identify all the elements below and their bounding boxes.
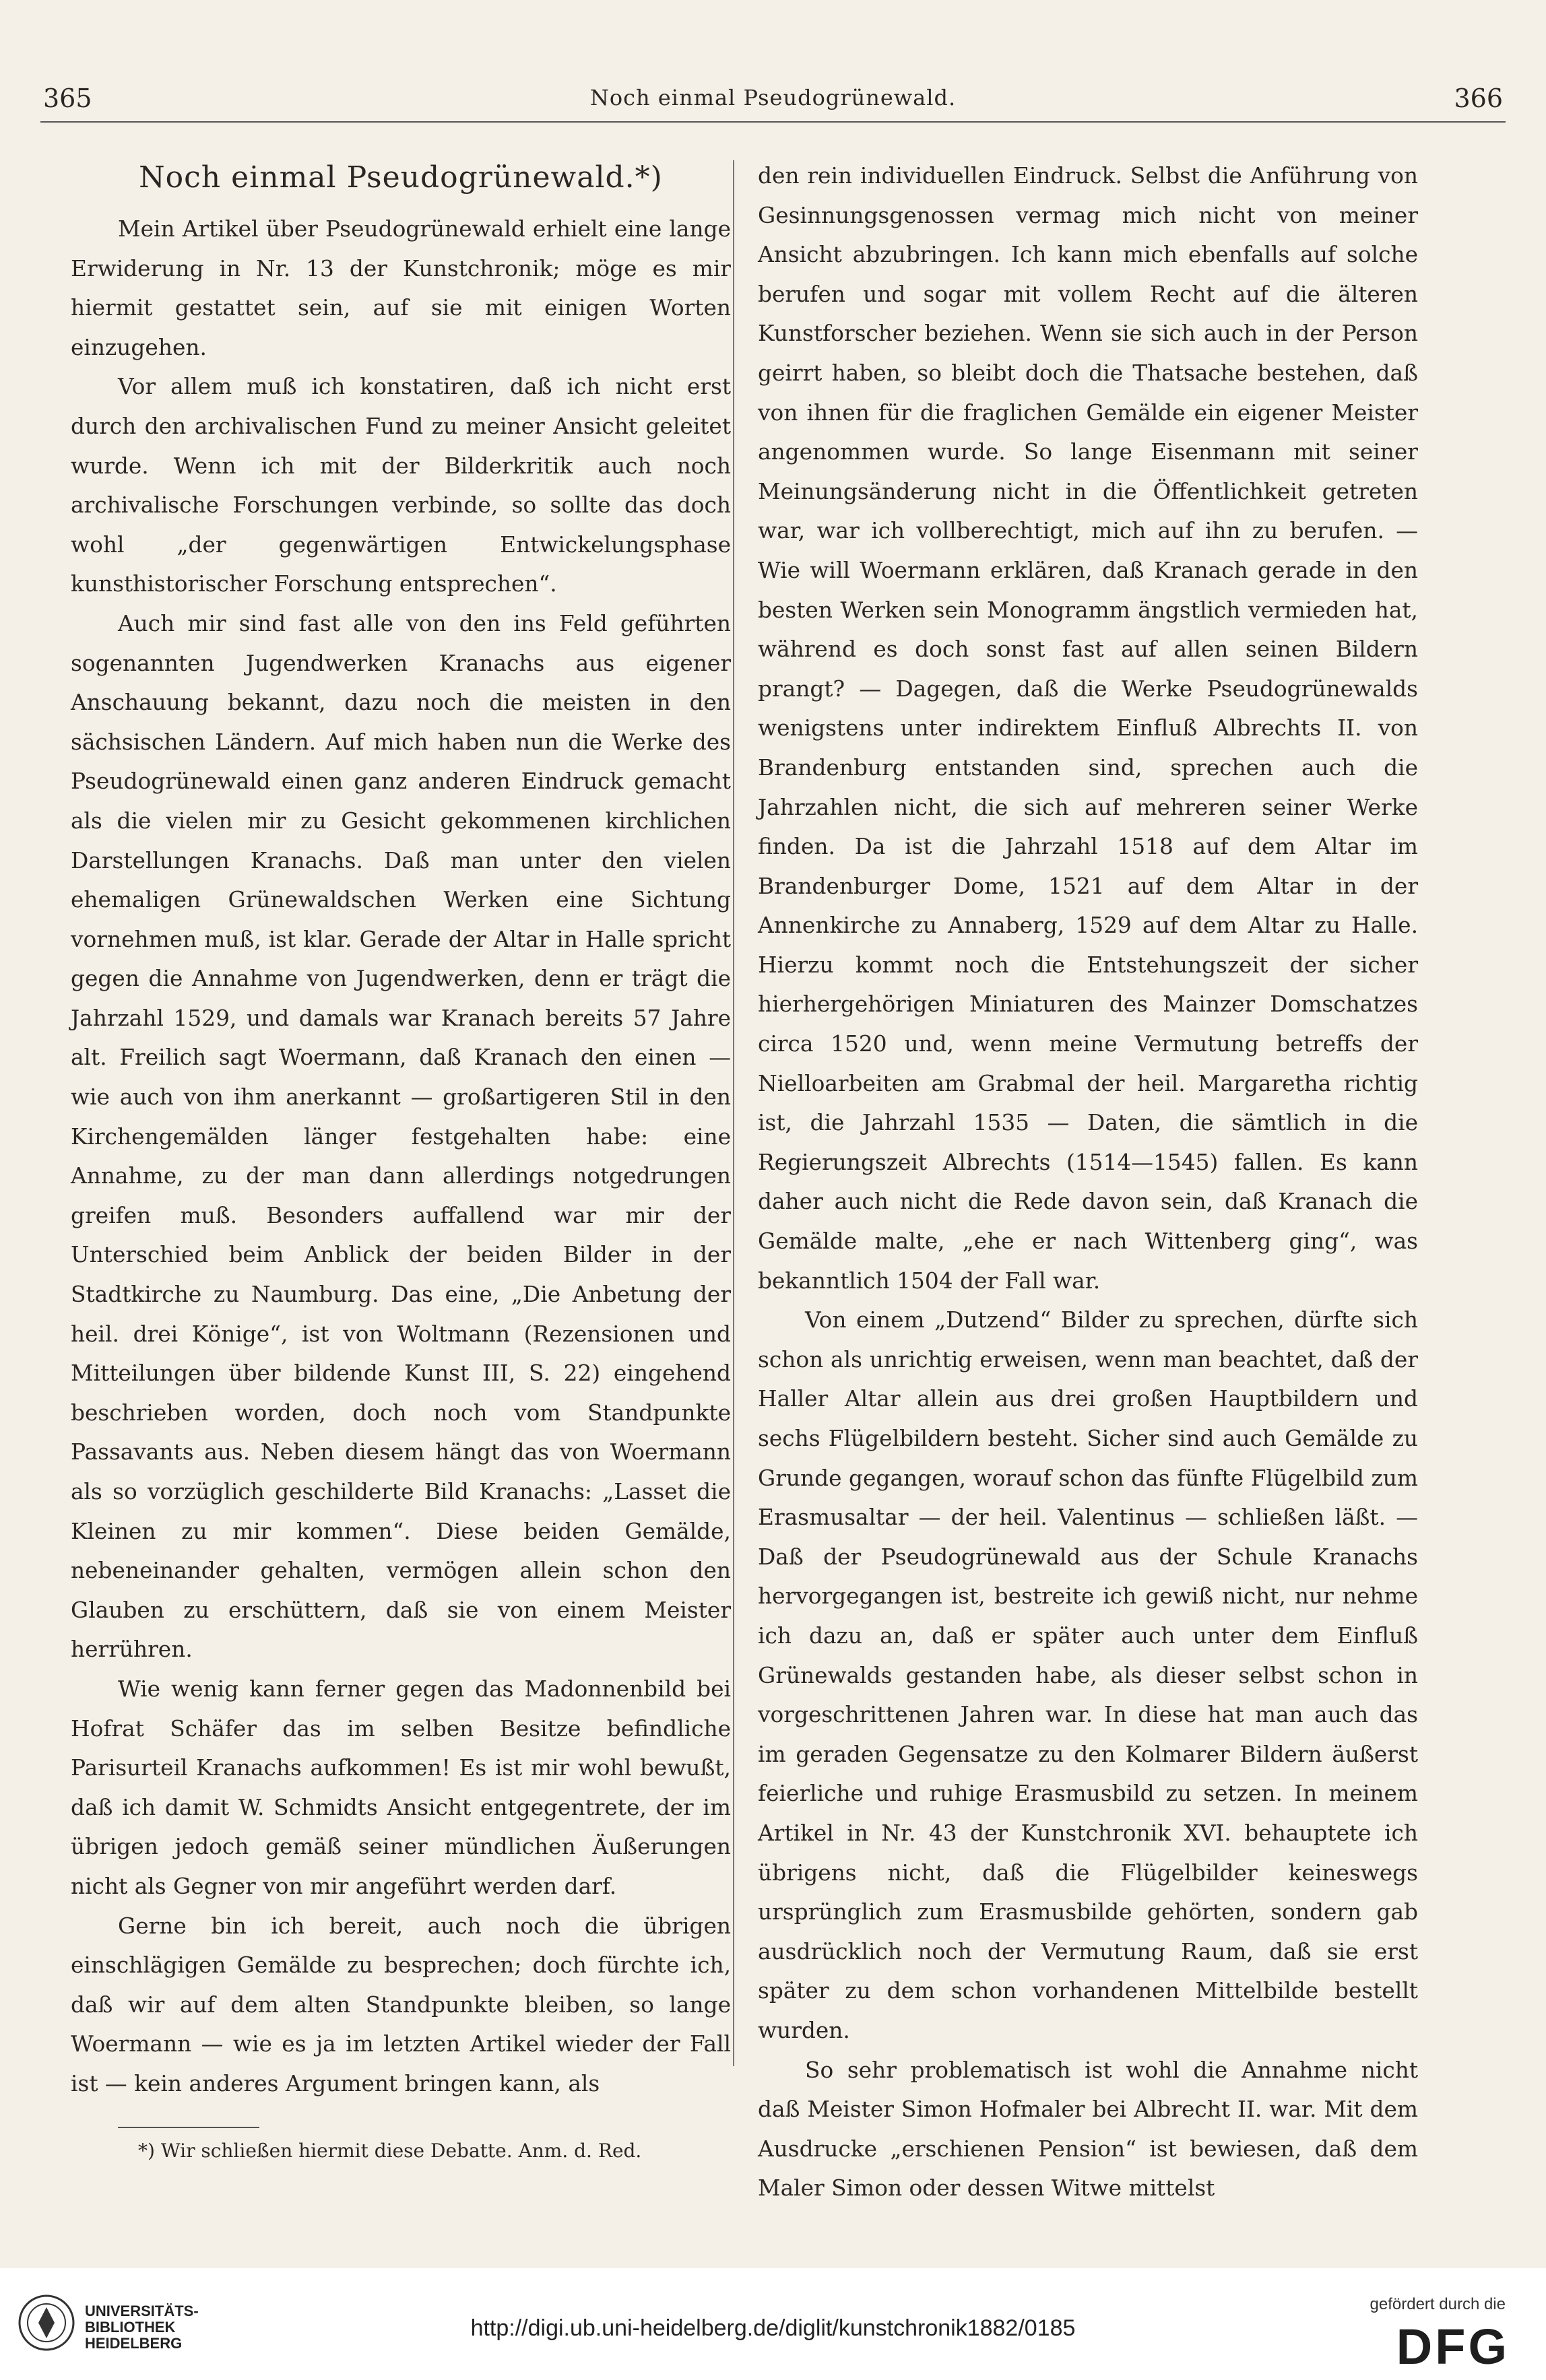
library-name-line: HEIDELBERG	[85, 2335, 183, 2352]
paragraph: den rein individuellen Eindruck. Selbst die Anführung von Gesinnungsgenossen vermag mich nicht von meiner Ansicht abzubringen. Ich kann mich ebenfalls auf solche berufen und sogar mit vollem Recht auf die älteren Kunstforscher beziehen. Wenn sie sich auch in der Person geirrt haben, so bleibt doch die Thatsache bestehen, daß von ihnen für die fraglichen Gemälde ein eigener Meister angenommen wurde. So lange Eisenmann mit seiner Meinungsänderung nicht in die Öffentlichkeit getreten war, war ich vollberechtigt, mich auf ihn zu berufen. — Wie will Woermann erklären, daß Kranach gerade in den besten Werken sein Monogramm ängstlich vermieden hat, während es doch sonst fast auf allen seinen Bildern prangt? — Dagegen, daß die Werke Pseudogrünewalds wenigstens unter indirektem Einfluß Albrechts II. von Brandenburg entstanden sind, sprechen auch die Jahrzahlen nicht, die sich auf mehreren seiner Werke finden. Da ist die Jahrzahl 1518 auf dem Altar im Brandenburger Dome, 1521 auf dem Altar in der Annenkirche zu Annaberg, 1529 auf dem Altar zu Halle. Hierzu kommt noch die Entstehungszeit der sicher hierhergehörigen Miniaturen des Mainzer Domschatzes circa 1520 und, wenn meine Vermutung betreffs der Nielloarbeiten am Grabmal der heil. Margaretha richtig ist, die Jahrzahl 1535 — Daten, die sämtlich in die Regierungszeit Albrechts (1514—1545) fallen. Es kann daher auch nicht die Rede davon sein, daß Kranach die Gemälde malte, „ehe er nach Wittenberg ging“, was bekanntlich 1504 der Fall war.	[758, 163, 1418, 1294]
running-head	[40, 74, 1506, 123]
paragraph: Auch mir sind fast alle von den ins Feld geführten sogenannten Jugendwerken Kranachs aus eigener Anschauung bekannt, dazu noch die meisten in den sächsischen Ländern. Auf mich haben nun die Werke des Pseudogrünewald einen ganz anderen Eindruck gemacht als die vielen mir zu Gesicht gekommenen kirchlichen Darstellungen Kranachs. Daß man unter den vielen ehemaligen Grünewaldschen Werken eine Sichtung vornehmen muß, ist klar. Gerade der Altar in Halle spricht gegen die Annahme von Jugendwerken, denn er trägt die Jahrzahl 1529, und damals war Kranach bereits 57 Jahre alt. Freilich sagt Woermann, daß Kranach den einen — wie auch von ihm anerkannt — großartigeren Stil in den Kirchengemälden länger festgehalten habe: eine Annahme, zu der man dann allerdings notgedrungen greifen muß. Besonders auffallend war mir der Unterschied beim Anblick der beiden Bilder in der Stadtkirche zu Naumburg. Das eine, „Die Anbetung der heil. drei Könige“, ist von Woltmann (Rezensionen und Mitteilungen über bildende Kunst III, S. 22) eingehend beschrieben worden, doch noch vom Standpunkte Passavants aus. Neben diesem hängt das von Woermann als so vorzüglich geschilderte Bild Kranachs: „Lasset die Kleinen zu mir kommen“. Diese beiden Gemälde, nebeneinander gehalten, vermögen allein schon den Glauben zu erschüttern, daß sie von einem Meister herrühren.	[71, 610, 731, 1663]
library-name-line: BIBLIOTHEK	[85, 2319, 176, 2336]
left-column	[71, 156, 731, 2164]
running-title: Noch einmal Pseudogrünewald.	[589, 85, 957, 110]
source-url-link[interactable]: http://digi.ub.uni-heidelberg.de/diglit/kunstchronik1882/0185	[470, 2315, 1076, 2341]
paragraph: So sehr problematisch ist wohl die Annahme nicht daß Meister Simon Hofmaler bei Albrecht II. war. Mit dem Ausdrucke „erschienen Pension“ ist bewiesen, daß dem Maler Simon oder dessen Witwe mittelst	[758, 2057, 1418, 2202]
funding-caption: gefördert durch die	[1370, 2295, 1506, 2313]
paragraph: Gerne bin ich bereit, auch noch die übrigen einschlägigen Gemälde zu besprechen; doch fürchte ich, daß wir auf dem alten Standpunkte bleiben, so lange Woermann — wie es ja im letzten Artikel wieder der Fall ist — kein anderes Argument bringen kann, als	[71, 1913, 731, 2096]
paragraph: Wie wenig kann ferner gegen das Madonnenbild bei Hofrat Schäfer das im selben Besitze befindliche Parisurteil Kranachs aufkommen! Es ist mir wohl bewußt, daß ich damit W. Schmidts Ansicht entgegentrete, der im übrigen jedoch gemäß seiner mündlichen Äußerungen nicht als Gegner von mir angeführt werden darf.	[71, 1676, 731, 1899]
footer-bar	[0, 2268, 1546, 2380]
footnote-rule	[118, 2127, 259, 2128]
article-heading: Noch einmal Pseudogrünewald.*)	[139, 160, 663, 195]
page-number-right: 366	[1454, 84, 1503, 113]
right-column	[758, 156, 1418, 2208]
library-name-line: UNIVERSITÄTS-	[85, 2303, 199, 2319]
footnote: *) Wir schließen hiermit diese Debatte. Anm. d. Red.	[138, 2139, 642, 2162]
paragraph: Von einem „Dutzend“ Bilder zu sprechen, dürfte sich schon als unrichtig erweisen, wenn man beachtet, daß der Haller Altar allein aus drei großen Hauptbildern und sechs Flügelbildern besteht. Sicher sind auch Gemälde zu Grunde gegangen, worauf schon das fünfte Flügelbild zum Erasmusaltar — der heil. Valentinus — schließen läßt. — Daß der Pseudogrünewald aus der Schule Kranachs hervorgegangen ist, bestreite ich gewiß nicht, nur nehme ich dazu an, daß er später auch unter dem Einfluß Grünewalds gestanden habe, als dieser selbst schon in vorgeschrittenen Jahren war. In diese hat man auch das im geraden Gegensatze zu den Kolmarer Bildern äußerst feierliche und ruhige Erasmusbild zu setzen. In meinem Artikel in Nr. 43 der Kunstchronik XVI. behauptete ich übrigens nicht, daß die Flügelbilder keineswegs ursprünglich zum Erasmusbilde gehörten, sondern gab ausdrücklich noch der Vermutung Raum, daß sie erst später zu dem schon vorhandenen Mittelbilde bestellt wurden.	[758, 1307, 1418, 2043]
column-divider	[733, 160, 734, 2066]
paragraph: Vor allem muß ich konstatiren, daß ich nicht erst durch den archivalischen Fund zu meiner Ansicht geleitet wurde. Wenn ich mit der Bilderkritik auch noch archivalische Forschungen verbinde, so sollte das doch wohl „der gegenwärtigen Entwickelungsphase kunsthistorischer Forschung entsprechen“.	[71, 374, 731, 597]
page-number-left: 365	[43, 84, 92, 113]
paragraph: Mein Artikel über Pseudogrünewald erhielt eine lange Erwiderung in Nr. 13 der Kunstchronik; möge es mir hiermit gestattet sein, auf sie mit einigen Worten einzugehen.	[71, 216, 731, 360]
dfg-logo: DFG	[1396, 2319, 1510, 2375]
